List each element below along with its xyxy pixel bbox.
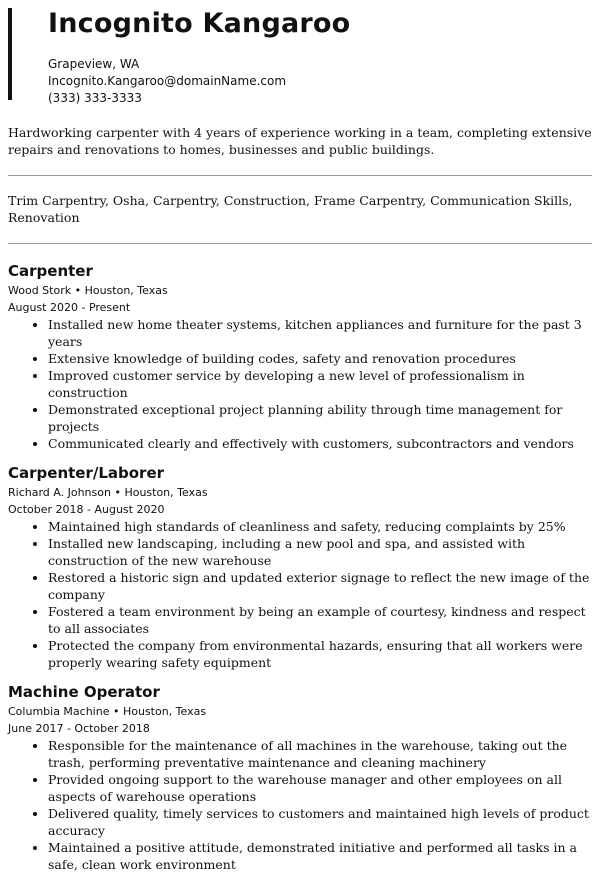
job-dates: October 2018 - August 2020 — [8, 503, 165, 516]
job-entry — [8, 462, 596, 671]
job-responsibilities — [8, 737, 596, 873]
job-location: Houston, Texas — [84, 284, 168, 297]
responsibility-item: • Improved customer service by developing a new level of professionalism in construction — [48, 367, 596, 401]
job-responsibilities — [8, 518, 596, 671]
responsibility-item: • Installed new home theater systems, kitchen appliances and furniture for the past 3 years — [48, 316, 596, 350]
responsibility-item: • Maintained high standards of cleanliness and safety, reducing complaints by 25% — [48, 518, 596, 535]
responsibility-item: • Demonstrated exceptional project planning ability through time management for projects — [48, 401, 596, 435]
responsibility-item: • Extensive knowledge of building codes, safety and renovation procedures — [48, 350, 596, 367]
professional-summary: Hardworking carpenter with 4 years of experience working in a team, completing extensive repairs and renovations to homes, businesses and public buildings. — [8, 125, 592, 157]
responsibility-item: • Maintained a positive attitude, demonstrated initiative and performed all tasks in a safe, clean work environment — [48, 839, 596, 873]
experience-section — [8, 260, 596, 873]
contact-phone: (333) 333-3333 — [48, 91, 142, 105]
responsibility-item: • Provided ongoing support to the warehouse manager and other employees on all aspects of warehouse operations — [48, 771, 596, 805]
job-entry — [8, 260, 596, 452]
job-title: Machine Operator — [8, 683, 160, 701]
bullet-separator: • — [71, 284, 85, 297]
responsibility-item: • Restored a historic sign and updated exterior signage to reflect the new image of the company — [48, 569, 596, 603]
job-dates: June 2017 - October 2018 — [8, 722, 150, 735]
job-employer — [8, 484, 596, 501]
job-title: Carpenter/Laborer — [8, 464, 165, 482]
candidate-name: Incognito Kangaroo — [48, 8, 351, 39]
bullet-separator: • — [109, 705, 123, 718]
job-company: Richard A. Johnson — [8, 486, 111, 499]
job-employer — [8, 282, 596, 299]
contact-location: Grapeview, WA — [48, 57, 140, 71]
job-employer — [8, 703, 596, 720]
job-title: Carpenter — [8, 262, 93, 280]
responsibility-item: • Responsible for the maintenance of all machines in the warehouse, taking out the trash, performing preventative maintenance and cleaning machinery — [48, 737, 596, 771]
responsibility-item: • Protected the company from environmental hazards, ensuring that all workers were properly wearing safety equipment — [48, 637, 596, 671]
contact-email: Incognito.Kangaroo@domainName.com — [48, 74, 287, 88]
resume-header — [8, 8, 351, 105]
section-divider — [8, 175, 592, 176]
job-responsibilities — [8, 316, 596, 452]
bullet-separator: • — [110, 486, 125, 499]
responsibility-item: • Communicated clearly and effectively with customers, subcontractors and vendors — [48, 435, 596, 452]
responsibility-item: • Delivered quality, timely services to customers and maintained high levels of product accuracy — [48, 805, 596, 839]
job-location: Houston, Texas — [122, 705, 207, 718]
section-divider — [8, 243, 592, 244]
contact-info — [48, 56, 350, 107]
job-company: Columbia Machine — [8, 705, 110, 718]
responsibility-item: • Fostered a team environment by being an example of courtesy, kindness and respect to all associates — [48, 603, 596, 637]
skills-list: Trim Carpentry, Osha, Carpentry, Construction, Frame Carpentry, Communication Skills, Renovation — [8, 193, 573, 225]
job-location: Houston, Texas — [124, 486, 208, 499]
job-entry — [8, 681, 596, 873]
responsibility-item: • Installed new landscaping, including a new pool and spa, and assisted with construction of the new warehouse — [48, 535, 596, 569]
job-dates: August 2020 - Present — [8, 301, 131, 314]
job-company: Wood Stork — [8, 284, 72, 297]
